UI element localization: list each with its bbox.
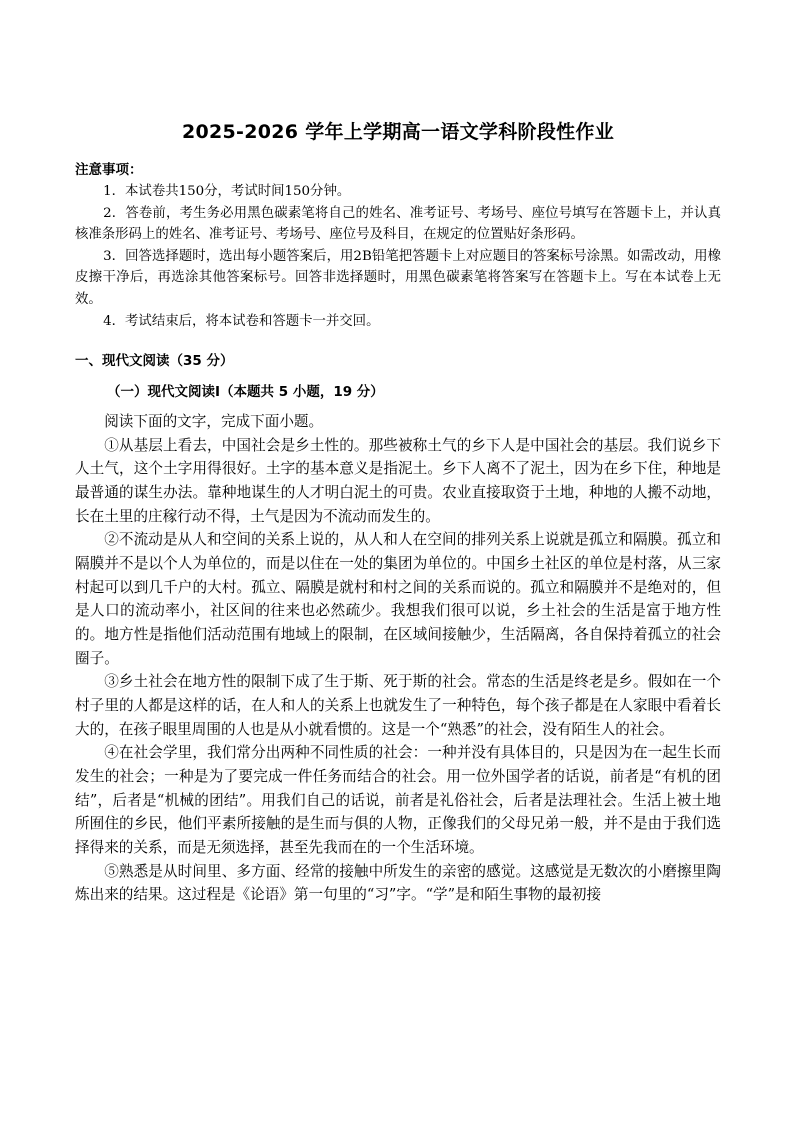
reading-instruction: 阅读下面的文字，完成下面小题。: [104, 413, 324, 431]
passage-paragraph-4: ④在社会学里，我们常分出两种不同性质的社会：一种并没有具体目的，只是因为在一起生长而发生的社会；一种是为了要完成一件任务而结合的社会。用一位外国学者的话说，前者是“有机的团结”，后者是“机械的团结”。用我们自己的话说，前者是礼俗社会，后者是法理社会。生活上被土地所囿住的乡民，他们平素所接触的是生而与俱的人物，正像我们的父母兄弟一般，并不是由于我们选择得来的关系，而是无须选择，甚至先我而在的一个生活环境。: [75, 744, 721, 856]
notice-item-3: 3．回答选择题时，选出每小题答案后，用2B铅笔把答题卡上对应题目的答案标号涂黑。如需改动，用橡皮擦干净后，再选涂其他答案标号。回答非选择题时，用黑色碳素笔将答案写在答题卡上。写在本试卷上无效。: [75, 248, 721, 307]
passage-paragraph-1: ①从基层上看去，中国社会是乡土性的。那些被称土气的乡下人是中国社会的基层。我们说乡下人土气，这个土字用得很好。土字的基本意义是指泥土。乡下人离不了泥土，因为在乡下住，种地是最普通的谋生办法。靠种地谋生的人才明白泥土的可贵。农业直接取资于土地，种地的人搬不动地，长在土里的庄稼行动不得，土气是因为不流动而发生的。: [75, 436, 721, 525]
notice-item-2: 2．答卷前，考生务必用黑色碳素笔将自己的姓名、准考证号、考场号、座位号填写在答题卡上，并认真核准条形码上的姓名、准考证号、考场号、座位号及科目，在规定的位置贴好条形码。: [75, 205, 721, 243]
passage-paragraph-3: ③乡土社会在地方性的限制下成了生于斯、死于斯的社会。常态的生活是终老是乡。假如在一个村子里的人都是这样的话，在人和人的关系上也就发生了一种特色，每个孩子都是在人家眼中看着长大的，在孩子眼里周围的人也是从小就看惯的。这是一个“熟悉”的社会，没有陌生人的社会。: [75, 673, 721, 738]
passage-paragraph-5: ⑤熟悉是从时间里、多方面、经常的接触中所发生的亲密的感觉。这感觉是无数次的小磨擦里陶炼出来的结果。这过程是《论语》第一句里的“习”字。“学”是和陌生事物的最初接: [75, 862, 721, 904]
section-heading: 一、现代文阅读（35 分）: [75, 353, 234, 370]
notice-item-4: 4．考试结束后，将本试卷和答题卡一并交回。: [103, 313, 380, 329]
exam-page: [75, 118, 721, 907]
reading-section: [75, 351, 721, 907]
notice-block: [75, 160, 721, 332]
section-subheading: （一）现代文阅读Ⅰ（本题共 5 小题，19 分）: [107, 384, 384, 401]
notice-item-1: 1．本试卷共150分，考试时间150分钟。: [103, 184, 351, 199]
passage-paragraph-2: ②不流动是从人和空间的关系上说的，从人和人在空间的排列关系上说就是孤立和隔膜。孤立和隔膜并不是以个人为单位的，而是以住在一处的集团为单位的。中国乡土社区的单位是村落，从三家村起可以到几千户的大村。孤立、隔膜是就村和村之间的关系而说的。孤立和隔膜并不是绝对的，但是人口的流动率小，社区间的往来也必然疏少。我想我们很可以说，乡土社会的生活是富于地方性的。地方性是指他们活动范围有地域上的限制，在区域间接触少，生活隔离，各自保持着孤立的社会圈子。: [75, 531, 721, 667]
page-title: 2025-2026 学年上学期高一语文学科阶段性作业: [181, 121, 615, 143]
notice-list: [75, 181, 721, 332]
notice-heading: 注意事项：: [75, 162, 143, 178]
